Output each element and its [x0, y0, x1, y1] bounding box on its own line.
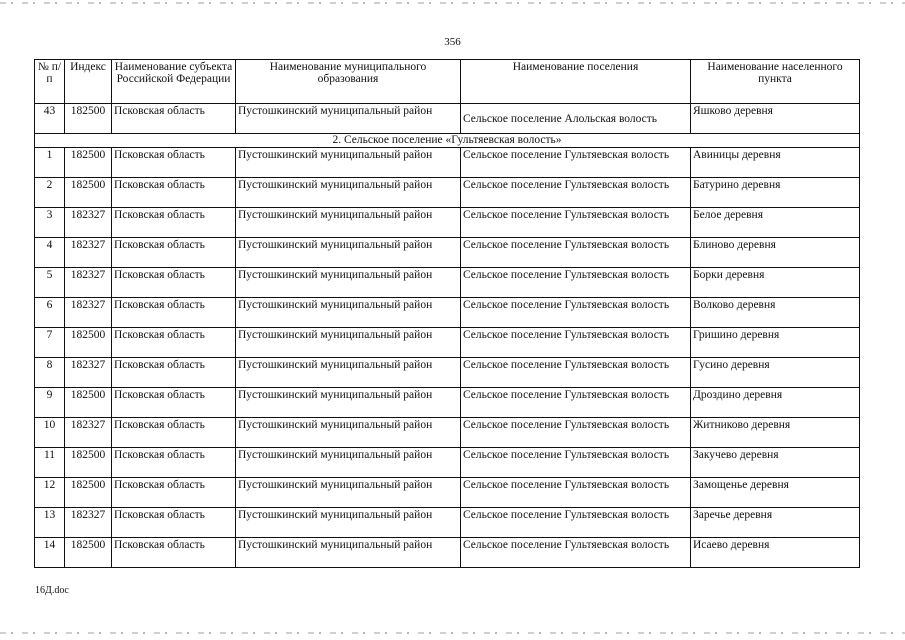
cell-num: 8 — [35, 358, 65, 388]
cell-index: 182500 — [65, 104, 112, 134]
cell-num: 43 — [35, 104, 65, 134]
cell-settlement: Сельское поселение Гультяевская волость — [461, 358, 691, 388]
cell-index: 182500 — [65, 328, 112, 358]
table-row — [35, 104, 860, 134]
table-row — [35, 328, 860, 358]
table-row — [35, 148, 860, 178]
cell-settlement: Сельское поселение Гультяевская волость — [461, 538, 691, 568]
cell-municipality: Пустошкинский муниципальный район — [236, 448, 461, 478]
table-row — [35, 268, 860, 298]
cell-municipality: Пустошкинский муниципальный район — [236, 148, 461, 178]
cell-locality: Заречье деревня — [691, 508, 860, 538]
cell-locality: Гусино деревня — [691, 358, 860, 388]
scan-edge-bottom — [0, 632, 905, 634]
cell-subject: Псковская область — [112, 478, 236, 508]
cell-settlement: Сельское поселение Гультяевская волость — [461, 148, 691, 178]
cell-subject: Псковская область — [112, 538, 236, 568]
cell-num: 6 — [35, 298, 65, 328]
cell-locality: Авиницы деревня — [691, 148, 860, 178]
cell-index: 182327 — [65, 508, 112, 538]
cell-municipality: Пустошкинский муниципальный район — [236, 178, 461, 208]
header-index: Индекс — [65, 60, 112, 104]
cell-index: 182327 — [65, 418, 112, 448]
cell-index: 182327 — [65, 268, 112, 298]
cell-num: 7 — [35, 328, 65, 358]
header-locality: Наименование населенного пункта — [691, 60, 860, 104]
cell-settlement: Сельское поселение Алольская волость — [461, 104, 691, 134]
cell-municipality: Пустошкинский муниципальный район — [236, 238, 461, 268]
cell-municipality: Пустошкинский муниципальный район — [236, 508, 461, 538]
cell-index: 182500 — [65, 388, 112, 418]
cell-subject: Псковская область — [112, 104, 236, 134]
footer-filename: 16Д.doc — [35, 585, 69, 596]
table-row — [35, 478, 860, 508]
cell-subject: Псковская область — [112, 328, 236, 358]
cell-subject: Псковская область — [112, 268, 236, 298]
cell-locality: Яшково деревня — [691, 104, 860, 134]
table-header-row — [35, 60, 860, 104]
cell-num: 13 — [35, 508, 65, 538]
cell-municipality: Пустошкинский муниципальный район — [236, 418, 461, 448]
cell-municipality: Пустошкинский муниципальный район — [236, 478, 461, 508]
cell-num: 4 — [35, 238, 65, 268]
table-row — [35, 388, 860, 418]
cell-subject: Псковская область — [112, 238, 236, 268]
cell-locality: Житниково деревня — [691, 418, 860, 448]
table-row — [35, 178, 860, 208]
cell-locality: Блиново деревня — [691, 238, 860, 268]
cell-municipality: Пустошкинский муниципальный район — [236, 388, 461, 418]
cell-index: 182327 — [65, 298, 112, 328]
cell-num: 2 — [35, 178, 65, 208]
cell-subject: Псковская область — [112, 388, 236, 418]
cell-locality: Исаево деревня — [691, 538, 860, 568]
cell-subject: Псковская область — [112, 358, 236, 388]
section-row — [35, 134, 860, 148]
cell-num: 3 — [35, 208, 65, 238]
cell-locality: Батурино деревня — [691, 178, 860, 208]
cell-settlement: Сельское поселение Гультяевская волость — [461, 418, 691, 448]
cell-num: 1 — [35, 148, 65, 178]
cell-municipality: Пустошкинский муниципальный район — [236, 328, 461, 358]
table-row — [35, 208, 860, 238]
section-title: 2. Сельское поселение «Гультяевская волость» — [35, 134, 860, 148]
cell-num: 14 — [35, 538, 65, 568]
table-row — [35, 418, 860, 448]
cell-municipality: Пустошкинский муниципальный район — [236, 358, 461, 388]
cell-subject: Псковская область — [112, 418, 236, 448]
cell-index: 182500 — [65, 538, 112, 568]
header-settlement: Наименование поселения — [461, 60, 691, 104]
cell-num: 9 — [35, 388, 65, 418]
cell-locality: Дроздино деревня — [691, 388, 860, 418]
cell-settlement: Сельское поселение Гультяевская волость — [461, 268, 691, 298]
cell-settlement: Сельское поселение Гультяевская волость — [461, 508, 691, 538]
cell-settlement: Сельское поселение Гультяевская волость — [461, 208, 691, 238]
cell-subject: Псковская область — [112, 298, 236, 328]
header-municipality: Наименование муниципального образования — [236, 60, 461, 104]
settlements-table — [34, 59, 860, 568]
header-subject: Наименование субъекта Российской Федерации — [112, 60, 236, 104]
table-row — [35, 448, 860, 478]
cell-subject: Псковская область — [112, 178, 236, 208]
cell-locality: Гришино деревня — [691, 328, 860, 358]
cell-subject: Псковская область — [112, 448, 236, 478]
cell-municipality: Пустошкинский муниципальный район — [236, 268, 461, 298]
table-row — [35, 298, 860, 328]
cell-municipality: Пустошкинский муниципальный район — [236, 208, 461, 238]
table-row — [35, 508, 860, 538]
cell-settlement: Сельское поселение Гультяевская волость — [461, 178, 691, 208]
table-row — [35, 538, 860, 568]
cell-subject: Псковская область — [112, 508, 236, 538]
cell-num: 11 — [35, 448, 65, 478]
cell-index: 182500 — [65, 148, 112, 178]
cell-index: 182500 — [65, 178, 112, 208]
cell-num: 12 — [35, 478, 65, 508]
scan-edge-top — [0, 2, 905, 4]
cell-municipality: Пустошкинский муниципальный район — [236, 104, 461, 134]
cell-locality: Белое деревня — [691, 208, 860, 238]
cell-num: 10 — [35, 418, 65, 448]
cell-index: 182327 — [65, 208, 112, 238]
cell-index: 182327 — [65, 358, 112, 388]
cell-settlement: Сельское поселение Гультяевская волость — [461, 478, 691, 508]
cell-num: 5 — [35, 268, 65, 298]
cell-settlement: Сельское поселение Гультяевская волость — [461, 328, 691, 358]
cell-locality: Волково деревня — [691, 298, 860, 328]
cell-locality: Закучево деревня — [691, 448, 860, 478]
cell-municipality: Пустошкинский муниципальный район — [236, 298, 461, 328]
cell-settlement: Сельское поселение Гультяевская волость — [461, 448, 691, 478]
table-row — [35, 238, 860, 268]
cell-locality: Замощенье деревня — [691, 478, 860, 508]
cell-subject: Псковская область — [112, 208, 236, 238]
cell-settlement: Сельское поселение Гультяевская волость — [461, 388, 691, 418]
cell-index: 182327 — [65, 238, 112, 268]
cell-index: 182500 — [65, 478, 112, 508]
cell-settlement: Сельское поселение Гультяевская волость — [461, 238, 691, 268]
header-num: № п/п — [35, 60, 65, 104]
table-row — [35, 358, 860, 388]
page-number: 356 — [444, 36, 461, 48]
cell-locality: Борки деревня — [691, 268, 860, 298]
cell-municipality: Пустошкинский муниципальный район — [236, 538, 461, 568]
cell-subject: Псковская область — [112, 148, 236, 178]
cell-settlement: Сельское поселение Гультяевская волость — [461, 298, 691, 328]
cell-index: 182500 — [65, 448, 112, 478]
